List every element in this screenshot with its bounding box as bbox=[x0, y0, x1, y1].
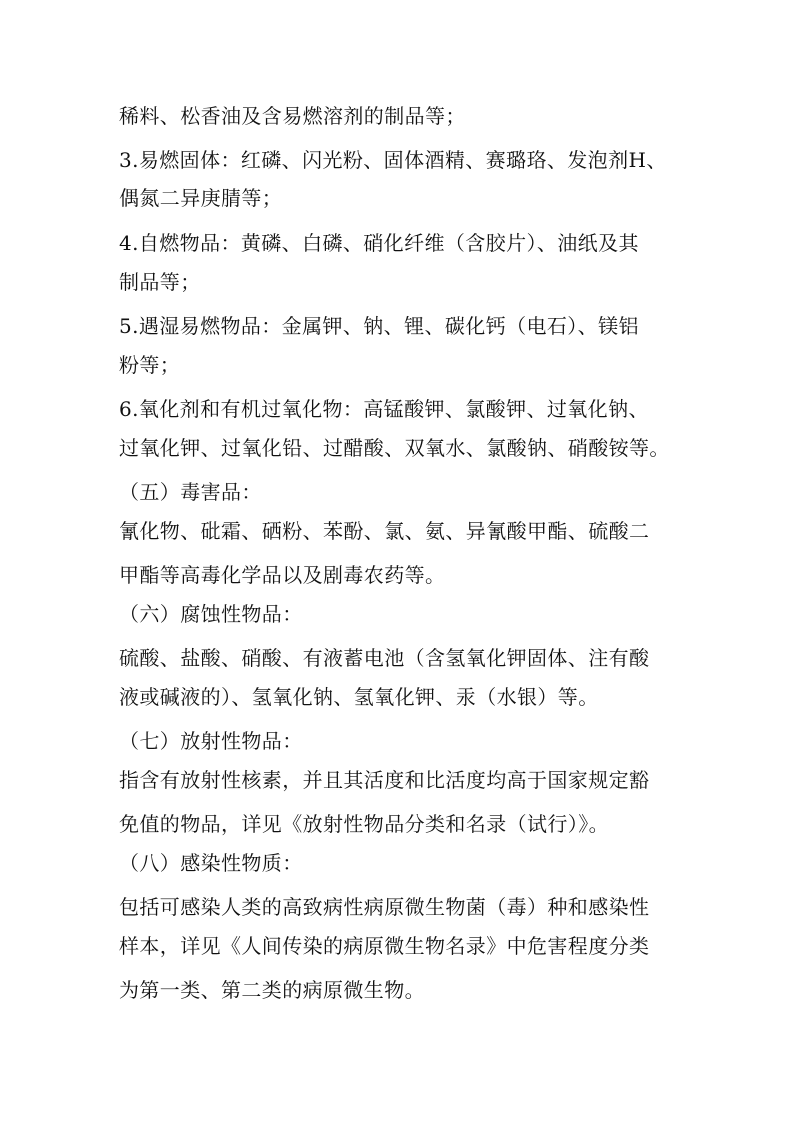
text-line: 3.易燃固体：红磷、闪光粉、固体酒精、赛璐珞、发泡剂H、 bbox=[119, 148, 667, 172]
text-line: 粉等； bbox=[119, 353, 181, 377]
text-line: 硫酸、盐酸、硝酸、有液蓄电池（含氢氧化钾固体、注有酸 bbox=[119, 646, 650, 670]
text-line: 指含有放射性核素，并且其活度和比活度均高于国家规定豁 bbox=[119, 768, 650, 792]
text-line: 4.自燃物品：黄磷、白磷、硝化纤维（含胶片）、油纸及其 bbox=[119, 231, 639, 255]
section-heading: （六）腐蚀性物品： bbox=[119, 602, 303, 626]
text-line: 包括可感染人类的高致病性病原微生物菌（毒）种和感染性 bbox=[119, 895, 650, 919]
text-line: 氰化物、砒霜、硒粉、苯酚、氯、氨、异氰酸甲酯、硫酸二 bbox=[119, 519, 650, 543]
section-heading: （七）放射性物品： bbox=[119, 729, 303, 753]
text-line: 甲酯等高毒化学品以及剧毒农药等。 bbox=[119, 563, 446, 587]
text-line: 免值的物品，详见《放射性物品分类和名录（试行）》。 bbox=[119, 812, 609, 836]
section-heading: （五）毒害品： bbox=[119, 480, 262, 504]
text-line: 制品等； bbox=[119, 270, 201, 294]
text-line: 过氧化钾、过氧化铅、过醋酸、双氧水、氯酸钠、硝酸铵等。 bbox=[119, 436, 670, 460]
text-line: 5.遇湿易燃物品：金属钾、钠、锂、碳化钙（电石）、镁铝 bbox=[119, 314, 639, 338]
text-line: 6.氧化剂和有机过氧化物：高锰酸钾、氯酸钾、过氧化钠、 bbox=[119, 397, 649, 421]
text-line: 偶氮二异庚腈等； bbox=[119, 186, 283, 210]
text-line: 稀料、松香油及含易燃溶剂的制品等； bbox=[119, 104, 466, 128]
text-line: 为第一类、第二类的病原微生物。 bbox=[119, 978, 425, 1002]
text-line: 液或碱液的）、氢氧化钠、氢氧化钾、汞（水银）等。 bbox=[119, 685, 599, 709]
section-heading: （八）感染性物质： bbox=[119, 851, 303, 875]
text-line: 样本，详见《人间传染的病原微生物名录》中危害程度分类 bbox=[119, 934, 650, 958]
